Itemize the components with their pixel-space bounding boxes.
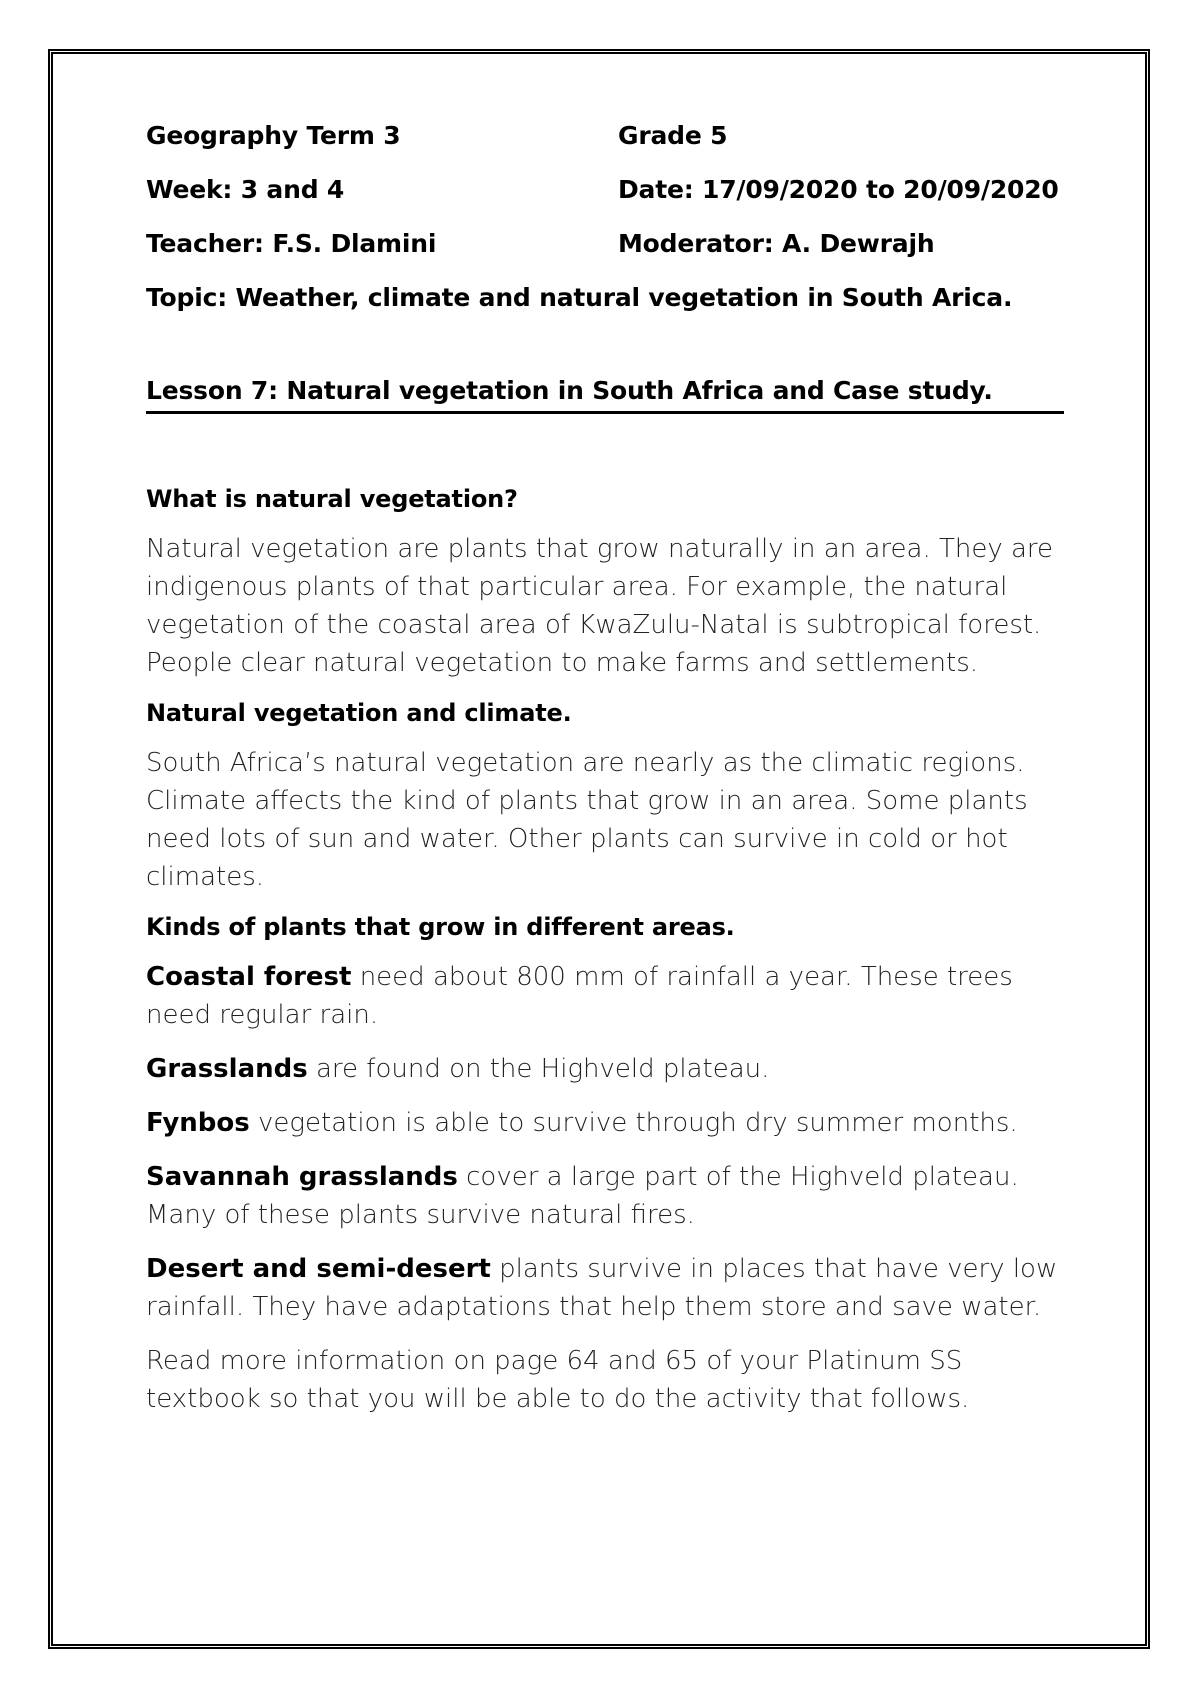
heading-vegetation-and-climate: Natural vegetation and climate. [146, 699, 572, 727]
plant-term: Grasslands [146, 1054, 308, 1084]
plant-item-fynbos [146, 1104, 1066, 1142]
week: Week: 3 and 4 [146, 174, 345, 204]
plant-term: Desert and semi-desert [146, 1254, 491, 1284]
plant-description: need about 800 mm of rainfall a year. These trees need regular rain. [146, 962, 1013, 1030]
heading-what-is-natural-vegetation: What is natural vegetation? [146, 485, 518, 513]
topic: Topic: Weather, climate and natural vegetation in South Arica. [146, 282, 1013, 312]
plant-description: are found on the Highveld plateau. [307, 1054, 770, 1084]
header-row-2 [146, 162, 1066, 216]
subject-term: Geography Term 3 [146, 120, 401, 150]
plant-description: plants survive in places that have very low rainfall. They have adaptations that help them store and save water. [146, 1254, 1058, 1322]
plant-term: Coastal forest [146, 962, 352, 992]
paragraph-vegetation-and-climate: South Africa’s natural vegetation are nearly as the climatic regions. Climate affects the kind of plants that grow in an area. Some plants need lots of sun and water. Other plants can survive in cold or hot climates. [146, 748, 1028, 892]
plant-description: cover a large part of the Highveld plateau. Many of these plants survive natural fires. [146, 1162, 1019, 1230]
plant-item-coastal-forest [146, 958, 1066, 1034]
grade: Grade 5 [618, 120, 728, 150]
worksheet-content [146, 108, 1066, 1418]
teacher: Teacher: F.S. Dlamini [146, 228, 437, 258]
header-row-3 [146, 216, 1066, 270]
plant-item-desert [146, 1250, 1066, 1326]
paragraph-read-more: Read more information on page 64 and 65 of your Platinum SS textbook so that you will be able to do the activity that follows. [146, 1346, 970, 1414]
heading-kinds-of-plants: Kinds of plants that grow in different areas. [146, 913, 735, 941]
plant-term: Savannah grasslands [146, 1162, 458, 1192]
plant-term: Fynbos [146, 1108, 250, 1138]
plant-description: vegetation is able to survive through dry summer months. [249, 1108, 1018, 1138]
plant-item-savannah-grasslands [146, 1158, 1066, 1234]
header-row-1 [146, 108, 1066, 162]
paragraph-what-is-natural-vegetation: Natural vegetation are plants that grow naturally in an area. They are indigenous plants of that particular area. For example, the natural vegetation of the coastal area of KwaZulu-Natal is subtropical forest. People clear natural vegetation to make farms and settlements. [146, 534, 1054, 678]
plant-item-grasslands [146, 1050, 1066, 1088]
lesson-title: Lesson 7: Natural vegetation in South Africa and Case study. [146, 376, 1064, 414]
moderator: Moderator: A. Dewrajh [618, 228, 935, 258]
date: Date: 17/09/2020 to 20/09/2020 [618, 174, 1059, 204]
